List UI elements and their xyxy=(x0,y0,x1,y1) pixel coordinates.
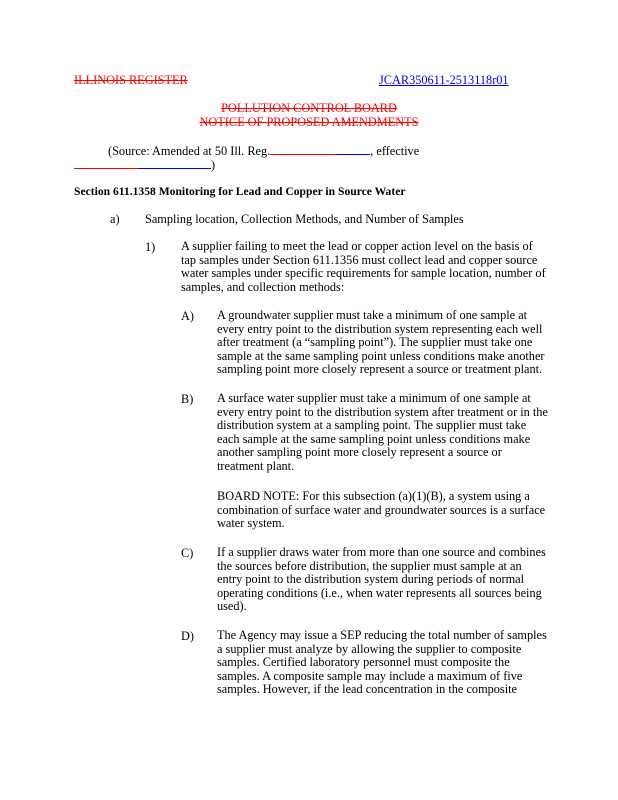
text-line: samples. However, if the lead concentration in the composite xyxy=(217,682,518,697)
register-page-blank-2 xyxy=(337,143,370,155)
item-1-text xyxy=(181,240,546,294)
item-C-text xyxy=(217,546,546,614)
subsection-a-text: Sampling location, Collection Methods, and Number of Samples xyxy=(145,212,464,226)
text-line: The Agency may issue a SEP reducing the total number of samples xyxy=(217,628,547,642)
item-D-label: D) xyxy=(181,629,194,643)
agency-title: POLLUTION CONTROL BOARD xyxy=(221,101,397,115)
text-line: tap samples under Section 611.1356 must collect lead and copper source xyxy=(181,252,538,267)
text-line: sample at the same sampling point unless conditions make another xyxy=(217,348,545,363)
text-line: A surface water supplier must take a minimum of one sample at xyxy=(217,391,531,405)
text-line: water samples under specific requirements for sample location, number of xyxy=(181,266,546,281)
text-line: distribution system at a sampling point. The supplier must take xyxy=(217,418,527,433)
text-line: treatment plant. xyxy=(217,458,295,473)
effective-date-blank-2 xyxy=(139,157,211,169)
text-line: If a supplier draws water from more than one source and combines xyxy=(217,545,546,559)
effective-date-blank xyxy=(74,157,139,169)
register-header: ILLINOIS REGISTER xyxy=(74,73,188,87)
text-line: water system. xyxy=(217,516,285,531)
text-line: every entry point to the distribution system after treatment or in the xyxy=(217,404,548,419)
text-line: operating conditions (i.e., when water represents all sources being xyxy=(217,585,542,600)
text-line: after treatment (a “sampling point”). The supplier must take one xyxy=(217,335,533,350)
section-heading: Section 611.1358 Monitoring for Lead and Copper in Source Water xyxy=(74,185,406,198)
source-effective: effective xyxy=(373,144,420,158)
document-id-suffix: r01 xyxy=(492,73,509,87)
text-line: A groundwater supplier must take a minimum of one sample at xyxy=(217,308,528,322)
text-line: the sources before distribution, the supplier must sample at an xyxy=(217,558,522,573)
board-note xyxy=(217,490,545,531)
source-comma: , xyxy=(370,144,374,158)
text-line: samples. A composite sample may include a maximum of five xyxy=(217,668,523,683)
item-A-label: A) xyxy=(181,309,194,323)
text-line: used). xyxy=(217,599,247,614)
subsection-a-label: a) xyxy=(110,212,120,226)
text-line: sampling point more closely represent a source or treatment plant. xyxy=(217,362,543,377)
document-id xyxy=(379,73,509,87)
text-line: a supplier must analyze by allowing the supplier to composite xyxy=(217,641,522,656)
text-line: another sampling point more closely represent a source or xyxy=(217,445,502,460)
source-prefix: (Source: Amended at 50 Ill. Reg. xyxy=(108,144,271,158)
text-line: samples, and collection methods: xyxy=(181,279,345,294)
text-line: BOARD NOTE: For this subsection (a)(1)(B), a system using a xyxy=(217,489,530,503)
item-C-label: C) xyxy=(181,546,194,560)
notice-title: NOTICE OF PROPOSED AMENDMENTS xyxy=(199,115,419,129)
source-line-2 xyxy=(74,157,215,172)
item-A-text xyxy=(217,309,545,377)
source-close: ) xyxy=(211,158,216,172)
register-page-blank xyxy=(270,143,337,155)
text-line: samples. Certified laboratory personnel must composite the xyxy=(217,655,510,670)
text-line: combination of surface water and groundwater sources is a surface xyxy=(217,502,546,517)
text-line: A supplier failing to meet the lead or copper action level on the basis of xyxy=(181,239,533,253)
item-B-label: B) xyxy=(181,392,194,406)
item-B-text xyxy=(217,392,548,474)
item-1-label: 1) xyxy=(145,240,156,254)
item-D-text xyxy=(217,629,547,697)
text-line: entry point to the distribution system during periods of normal xyxy=(217,572,525,587)
document-id-number: JCAR350611-2513118 xyxy=(379,73,493,87)
text-line: every entry point to the distribution system representing each well xyxy=(217,321,543,336)
source-line xyxy=(108,143,419,158)
text-line: each sample at the same sampling point unless conditions make xyxy=(217,431,531,446)
